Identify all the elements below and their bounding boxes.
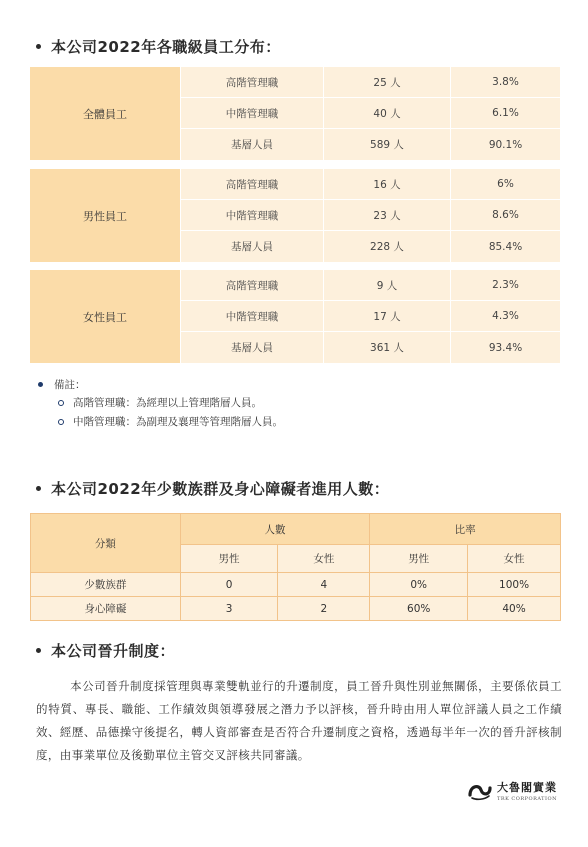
distribution-group-female [30,270,560,363]
level-cell: 中階管理職 [180,301,323,331]
male-header: 男性 [370,545,468,573]
female-count-cell: 2 [278,597,370,621]
table-row [180,169,560,200]
table-row [180,67,560,98]
minority-section-title [36,478,389,499]
distribution-category: 女性員工 [30,270,180,363]
pct-cell: 8.6% [450,200,560,230]
notes [38,375,283,431]
note-text: 高階管理職：為經理以上管理階層人員。 [73,397,262,409]
count-cell: 589 人 [323,129,450,160]
table-row [180,129,560,160]
hollow-bullet-icon [58,419,64,425]
bullet-icon [36,44,41,49]
female-ratio-cell: 40% [468,597,561,621]
minority-title-text: 本公司2022年少數族群及身心障礙者進用人數： [51,480,390,498]
promotion-section-title [36,640,175,661]
level-cell: 基層人員 [180,231,323,262]
table-row [180,231,560,262]
level-cell: 基層人員 [180,332,323,363]
distribution-title-text: 本公司2022年各職級員工分布： [51,38,281,56]
count-cell: 23 人 [323,200,450,230]
distribution-section-title [36,36,281,57]
category-header: 分類 [31,514,181,573]
male-header: 男性 [180,545,278,573]
table-row [31,597,561,621]
male-ratio-cell: 0% [370,573,468,597]
promotion-text: 本公司晉升制度採管理與專業雙軌並行的升遷制度，員工晉升與性別並無關係，主要係依員工的特質、專長、職能、工作績效與領導發展之潛力予以評核，晉升時由用人單位評議人員之工作績效、經歷、品德操守後提名，轉人資部審查是否符合升遷制度之資格，透過每半年一次的晉升評核制度，由事業單位及後勤單位主管交叉評核共同審議。 [36,679,562,762]
pct-cell: 90.1% [450,129,560,160]
level-cell: 高階管理職 [180,270,323,300]
table-row [180,332,560,363]
note-item [58,412,283,431]
table-header-row [31,514,561,545]
bullet-icon [38,382,43,387]
male-count-cell: 3 [180,597,278,621]
level-cell: 中階管理職 [180,200,323,230]
bullet-icon [36,648,41,653]
logo-name-en: TRK CORPORATION [497,796,557,802]
level-cell: 高階管理職 [180,169,323,199]
count-cell: 25 人 [323,67,450,97]
hollow-bullet-icon [58,400,64,406]
ratio-header: 比率 [370,514,561,545]
table-row [31,573,561,597]
company-logo [467,779,557,802]
count-cell: 9 人 [323,270,450,300]
pct-cell: 85.4% [450,231,560,262]
female-ratio-cell: 100% [468,573,561,597]
pct-cell: 4.3% [450,301,560,331]
count-cell: 40 人 [323,98,450,128]
minority-table [30,513,561,621]
distribution-category: 男性員工 [30,169,180,262]
promotion-title-text: 本公司晉升制度： [51,642,176,660]
female-header: 女性 [278,545,370,573]
female-header: 女性 [468,545,561,573]
level-cell: 高階管理職 [180,67,323,97]
level-cell: 基層人員 [180,129,323,160]
notes-heading-text: 備註： [54,378,86,391]
count-cell: 16 人 [323,169,450,199]
row-label: 少數族群 [31,573,181,597]
count-cell: 361 人 [323,332,450,363]
female-count-cell: 4 [278,573,370,597]
table-row [180,98,560,129]
promotion-paragraph [36,675,562,767]
logo-name-cn: 大魯閣實業 [497,781,557,794]
distribution-group-all [30,67,560,160]
pct-cell: 6.1% [450,98,560,128]
distribution-category: 全體員工 [30,67,180,160]
male-count-cell: 0 [180,573,278,597]
distribution-group-male [30,169,560,262]
pct-cell: 6% [450,169,560,199]
trk-logo-icon [467,781,493,801]
table-row [180,301,560,332]
count-cell: 17 人 [323,301,450,331]
table-row [180,270,560,301]
male-ratio-cell: 60% [370,597,468,621]
notes-heading [38,375,283,393]
note-text: 中階管理職：為副理及襄理等管理階層人員。 [73,416,283,428]
pct-cell: 2.3% [450,270,560,300]
note-item [58,393,283,412]
row-label: 身心障礙 [31,597,181,621]
pct-cell: 93.4% [450,332,560,363]
level-cell: 中階管理職 [180,98,323,128]
pct-cell: 3.8% [450,67,560,97]
count-header: 人數 [180,514,370,545]
count-cell: 228 人 [323,231,450,262]
bullet-icon [36,486,41,491]
table-row [180,200,560,231]
